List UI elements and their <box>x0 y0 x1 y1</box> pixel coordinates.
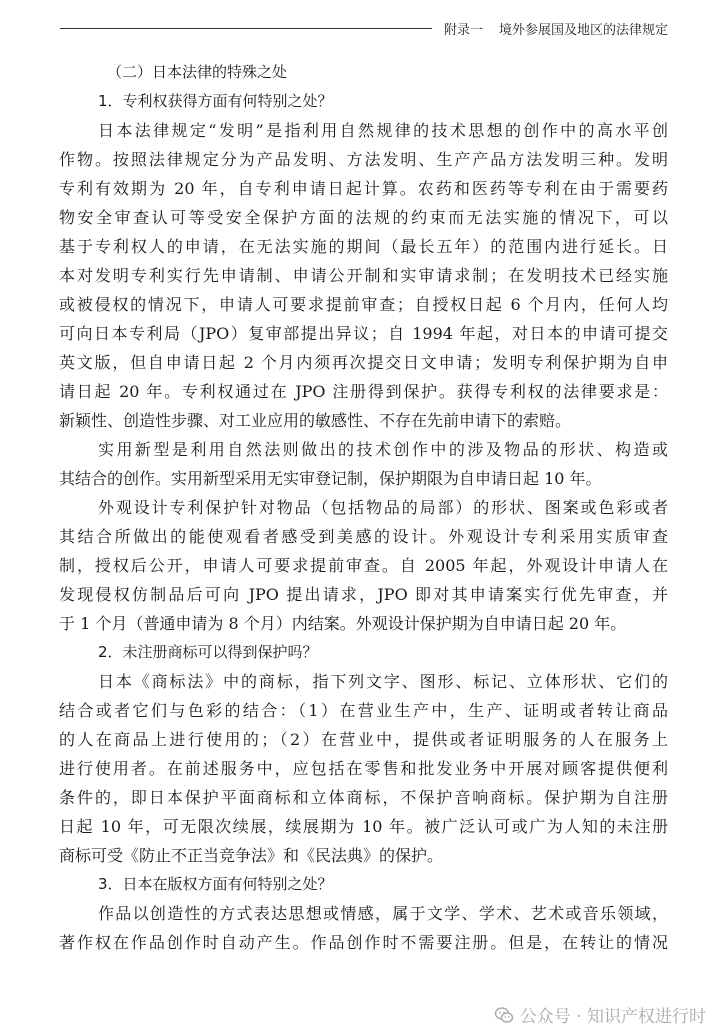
paragraph-line: 条件的，即日本保护平面商标和立体商标，不保护音响商标。保护期为自注册 <box>59 788 668 807</box>
section-title: （二）日本法律的特殊之处 <box>107 63 288 81</box>
paragraph-line: 于 1 个月（普通申请为 8 个月）内结案。外观设计保护期为自申请日起 20 年。 <box>59 614 627 633</box>
question-3-title: 3．日本在版权方面有何特别之处？ <box>98 875 333 893</box>
running-header <box>60 14 668 42</box>
watermark <box>494 1002 706 1027</box>
header-text <box>444 19 668 38</box>
header-title: 境外参展国及地区的法律规定 <box>498 22 668 38</box>
header-part: 附录一 <box>443 22 483 38</box>
paragraph-line: 外观设计专利保护针对物品（包括物品的局部）的形状、图案或色彩或者 <box>98 498 668 517</box>
paragraph-patent-invention <box>59 116 668 435</box>
paragraph-line: 发现侵权仿制品后可向 JPO 提出请求，JPO 即对其申请案实行优先审查，并 <box>59 585 668 604</box>
paragraph-design-patent <box>59 493 668 638</box>
paragraph-line: 本对发明专利实行先申请制、申请公开制和实审请求制；在发明技术已经实施 <box>59 266 668 285</box>
paragraph-line: 的人在商品上进行使用的；（2）在营业中，提供或者证明服务的人在服务上 <box>59 730 668 749</box>
paragraph-line: 专利有效期为 20 年，自专利申请日起计算。农药和医药等专利在由于需要药 <box>59 179 668 198</box>
watermark-text: 公众号 · 知识产权进行时 <box>519 1007 706 1027</box>
paragraph-line: 或被侵权的情况下，申请人可要求提前审查；自授权日起 6 个月内，任何人均 <box>59 295 668 314</box>
question-1-title: 1．专利权获得方面有何特别之处？ <box>98 92 333 110</box>
paragraph-line: 进行使用者。在前述服务中，应包括在零售和批发业务中开展对顾客提供便利 <box>59 759 668 778</box>
paragraph-line: 制，授权后公开，申请人可要求提前审查。自 2005 年起，外观设计申请人在 <box>59 556 668 575</box>
paragraph-line: 物安全审查认可等受安全保护方面的法规的约束而无法实施的情况下，可以 <box>59 208 668 227</box>
paragraph-line: 日本法律规定“发明”是指利用自然规律的技术思想的创作中的高水平创 <box>98 121 668 140</box>
paragraph-line: 其结合的创作。实用新型采用无实审登记制，保护期限为自申请日起 10 年。 <box>59 469 602 488</box>
paragraph-line: 作物。按照法律规定分为产品发明、方法发明、生产产品方法发明三种。发明 <box>59 150 668 169</box>
paragraph-line: 新颖性、创造性步骤、对工业应用的敏感性、不存在先前申请下的索赔。 <box>59 411 572 430</box>
question-2-title: 2．未注册商标可以得到保护吗？ <box>98 643 318 661</box>
paragraph-copyright <box>59 899 668 957</box>
paragraph-line: 著作权在作品创作时自动产生。作品创作时不需要注册。但是，在转让的情况 <box>59 933 668 952</box>
paragraph-line: 可向日本专利局（JPO）复审部提出异议；自 1994 年起，对日本的申请可提交 <box>59 324 668 343</box>
header-rule <box>60 28 432 29</box>
paragraph-line: 结合或者它们与色彩的结合：（1）在营业生产中，生产、证明或者转让商品 <box>59 701 668 720</box>
paragraph-line: 作品以创造性的方式表达思想或情感，属于文学、学术、艺术或音乐领域， <box>98 904 668 923</box>
paragraph-line: 其结合所做出的能使观看者感受到美感的设计。外观设计专利采用实质审查 <box>59 527 668 546</box>
paragraph-trademark <box>59 667 668 870</box>
wechat-icon <box>494 1005 514 1025</box>
paragraph-line: 商标可受《防止不正当竞争法》和《民法典》的保护。 <box>59 846 444 865</box>
paragraph-line: 日起 10 年，可无限次续展，续展期为 10 年。被广泛认可或广为人知的未注册 <box>59 817 668 836</box>
page-body <box>59 58 668 957</box>
paragraph-line: 基于专利权人的申请，在无法实施的期间（最长五年）的范围内进行延长。日 <box>59 237 668 256</box>
paragraph-line: 实用新型是利用自然法则做出的技术创作中的涉及物品的形状、构造或 <box>98 440 668 459</box>
paragraph-line: 请日起 20 年。专利权通过在 JPO 注册得到保护。获得专利权的法律要求是： <box>59 382 668 401</box>
paragraph-utility-model <box>59 435 668 493</box>
paragraph-line: 日本《商标法》中的商标，指下列文字、图形、标记、立体形状、它们的 <box>98 672 668 691</box>
paragraph-line: 英文版，但自申请日起 2 个月内须再次提交日文申请；发明专利保护期为自申 <box>59 353 668 372</box>
